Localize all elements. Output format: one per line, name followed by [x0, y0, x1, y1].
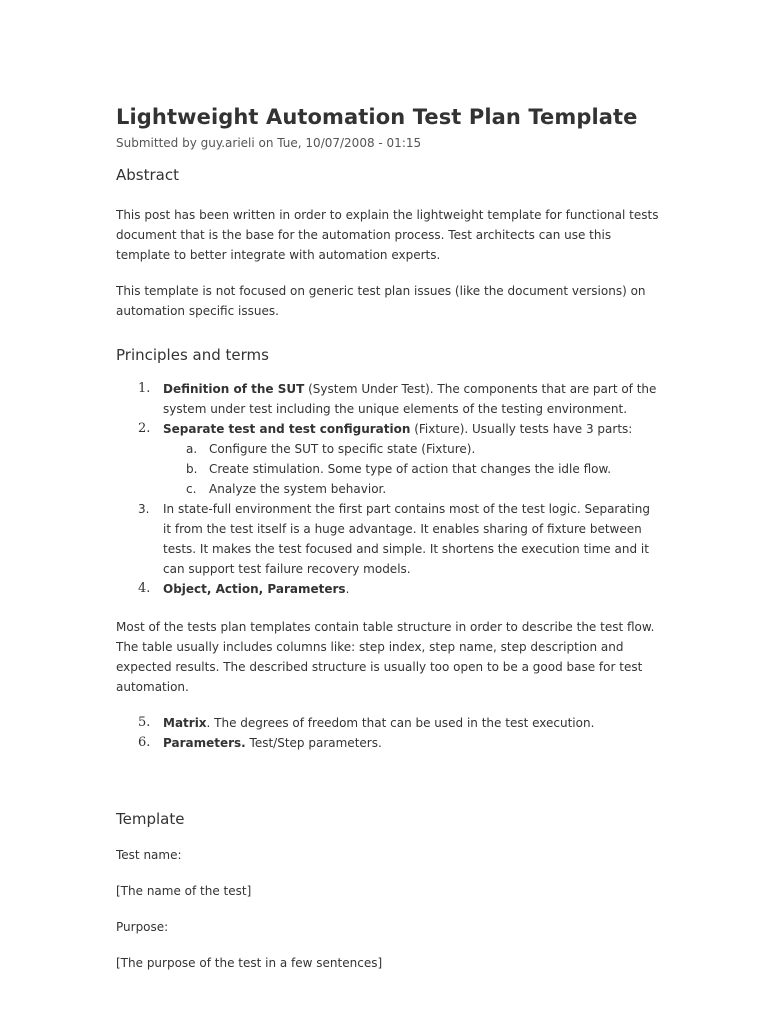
- list-item-bold: Separate test and test configuration: [163, 422, 411, 436]
- list-item: [116, 733, 661, 753]
- list-item-text: (System Under Test). The components that are part of the system under test including the unique elements of the testing environment.: [163, 382, 657, 416]
- list-number: 5.: [138, 715, 151, 730]
- abstract-paragraph-1: This post has been written in order to explain the lightweight template for functional tests document that is the base for the automation process. Test architects can use this template to better integrate with automation experts.: [116, 208, 659, 262]
- list-number: 2.: [138, 421, 151, 436]
- list-item-bold: Matrix: [163, 716, 207, 730]
- list-item-text: .: [345, 582, 350, 596]
- document-page: [116, 100, 661, 973]
- list-number: 1.: [138, 381, 151, 396]
- sub-list-item: [163, 439, 661, 459]
- list-number: 3.: [138, 502, 150, 516]
- test-name-label: Test name:: [116, 848, 182, 862]
- list-number: 6.: [138, 735, 151, 750]
- submitted-by-line: Submitted by guy.arieli on Tue, 10/07/2008 - 01:15: [116, 136, 422, 150]
- list-item-text: (Fixture). Usually tests have 3 parts:: [410, 422, 633, 436]
- test-name-value: [The name of the test]: [116, 884, 252, 898]
- sub-list-item: [163, 479, 661, 499]
- list-item: [116, 713, 661, 733]
- list-item: [116, 579, 661, 599]
- abstract-paragraph-2: This template is not focused on generic test plan issues (like the document versions) on automation specific issues.: [116, 284, 646, 318]
- purpose-label: Purpose:: [116, 920, 169, 934]
- purpose-value: [The purpose of the test in a few sentences]: [116, 956, 383, 970]
- list-item-text: . The degrees of freedom that can be used in the test execution.: [206, 716, 595, 730]
- list-item: [116, 499, 661, 579]
- list-item-bold: Parameters.: [163, 736, 246, 750]
- template-heading: Template: [116, 810, 185, 828]
- page-title: Lightweight Automation Test Plan Template: [116, 105, 638, 129]
- principles-list-continued: [116, 713, 661, 753]
- abstract-heading: Abstract: [116, 166, 179, 184]
- table-structure-paragraph: Most of the tests plan templates contain table structure in order to describe the test flow. The table usually includes columns like: step index, step name, step description and expected results. The described structure is usually too open to be a good base for test automation.: [116, 620, 655, 694]
- sub-list-item: [163, 459, 661, 479]
- list-item: [116, 419, 661, 499]
- sub-list-text: Configure the SUT to specific state (Fixture).: [209, 442, 476, 456]
- sub-list-text: Create stimulation. Some type of action that changes the idle flow.: [209, 462, 612, 476]
- sub-list-letter: a.: [186, 442, 198, 456]
- list-item-text: Test/Step parameters.: [245, 736, 382, 750]
- list-item: [116, 379, 661, 419]
- list-item-bold: Object, Action, Parameters: [163, 582, 346, 596]
- sub-list: [163, 439, 661, 499]
- principles-heading: Principles and terms: [116, 346, 269, 364]
- list-item-bold: Definition of the SUT: [163, 382, 305, 396]
- sub-list-letter: c.: [186, 482, 197, 496]
- list-number: 4.: [138, 581, 151, 596]
- sub-list-letter: b.: [186, 462, 198, 476]
- sub-list-text: Analyze the system behavior.: [209, 482, 387, 496]
- principles-list: [116, 379, 661, 599]
- list-item-text: In state-full environment the first part contains most of the test logic. Separating it from the test itself is a huge advantage. It enables sharing of fixture between tests. It makes the test focused and simple. It shortens the execution time and it can support test failure recovery models.: [163, 502, 650, 576]
